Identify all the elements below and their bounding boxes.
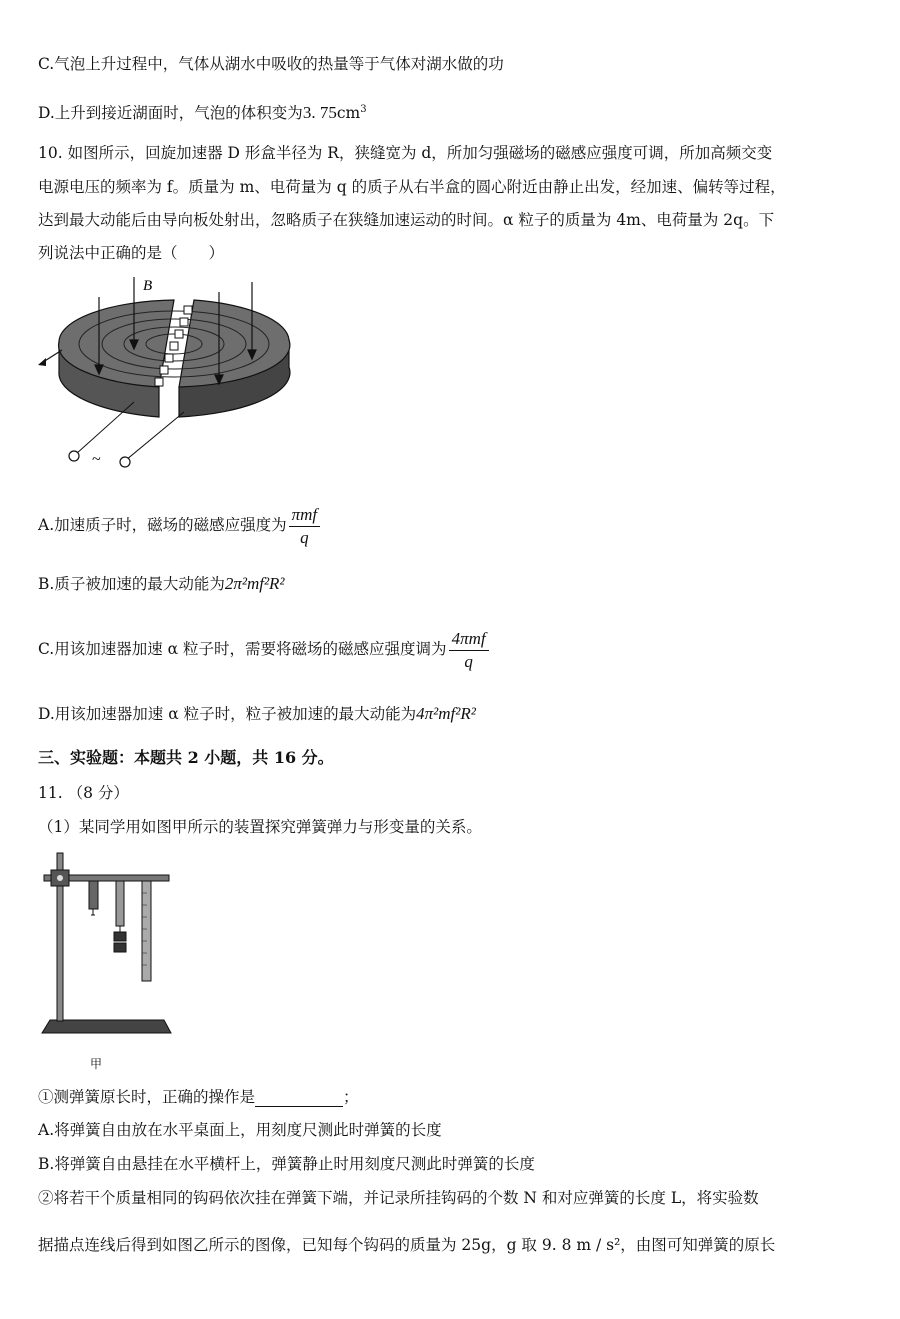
q10-option-a-numerator: πmf (289, 504, 321, 527)
q11-option-a: A.将弹簧自由放在水平桌面上，用刻度尺测此时弹簧的长度 (38, 1121, 442, 1139)
q10-option-a (38, 500, 320, 550)
q10-stem-line-1: 10. 如图所示，回旋加速器 D 形盒半径为 R，狭缝宽为 d，所加匀强磁场的磁感应强度可调，所加高频交变 (38, 144, 773, 162)
ac-source-symbol: ~ (92, 451, 101, 468)
q10-option-b-formula: 2π²mf²R² (224, 574, 285, 593)
q10-stem-line-2: 电源电压的频率为 f。质量为 m、电荷量为 q 的质子从右半盒的圆心附近由静止出发，经加速、偏转等过程， (38, 178, 786, 196)
q10-stem-line-3: 达到最大动能后由导向板处射出，忽略质子在狭缝加速运动的时间。α 粒子的质量为 4m、电荷量为 2q。下 (38, 211, 775, 229)
q9-option-d-value: 3. 75 (302, 103, 337, 123)
q11-part-1: （1）某同学用如图甲所示的装置探究弹簧弹力与形变量的关系。 (38, 818, 482, 836)
q9-option-d (38, 100, 367, 123)
spring-apparatus-figure (36, 848, 181, 1043)
cyclotron-figure (34, 272, 309, 472)
q11-option-b: B.将弹簧自由悬挂在水平横杆上，弹簧静止时用刻度尺测此时弹簧的长度 (38, 1155, 535, 1173)
q9-option-d-text: D.上升到接近湖面时，气泡的体积变为 (38, 104, 303, 123)
field-label-b: B (143, 278, 153, 294)
q10-option-d-formula: 4π²mf²R² (416, 704, 476, 723)
q10-option-b (38, 574, 285, 594)
q11-step-1-end: ； (343, 1088, 359, 1106)
q11-title: 11. （8 分） (38, 784, 129, 802)
q10-option-a-denominator: q (300, 527, 309, 547)
q10-option-d-text: D.用该加速器加速 α 粒子时，粒子被加速的最大动能为 (38, 705, 417, 723)
q11-step-1-text: ①测弹簧原长时，正确的操作是 (38, 1088, 256, 1106)
q9-option-d-unit: cm (336, 104, 361, 123)
q10-option-a-text: A.加速质子时，磁场的磁感应强度为 (38, 516, 287, 534)
q10-option-c-numerator: 4πmf (449, 628, 489, 651)
q11-step-1 (38, 1087, 359, 1107)
q10-option-d (38, 704, 476, 724)
q10-option-c-fraction (449, 628, 489, 673)
q9-option-c: C.气泡上升过程中，气体从湖水中吸收的热量等于气体对湖水做的功 (38, 55, 504, 73)
q10-option-c-denominator: q (464, 651, 473, 671)
q10-option-c-text: C.用该加速器加速 α 粒子时，需要将磁场的磁感应强度调为 (38, 640, 447, 658)
section-heading: 三、实验题：本题共 2 小题，共 16 分。 (38, 748, 334, 767)
q9-option-d-exponent: 3 (360, 104, 367, 115)
q11-step-2-line-2: 据描点连线后得到如图乙所示的图像，已知每个钩码的质量为 25g，g 取 9. 8 m / s²，由图可知弹簧的原长 (38, 1236, 776, 1254)
answer-blank[interactable] (255, 1090, 343, 1107)
figure-caption-jia: 甲 (90, 1057, 103, 1071)
q10-option-a-fraction (289, 504, 321, 549)
q10-option-b-text: B.质子被加速的最大动能为 (38, 575, 225, 593)
q10-option-c (38, 624, 489, 674)
q10-stem-line-4: 列说法中正确的是（ ） (38, 244, 225, 262)
q11-step-2-line-1: ②将若干个质量相同的钩码依次挂在弹簧下端，并记录所挂钩码的个数 N 和对应弹簧的长度 L，将实验数 (38, 1189, 759, 1207)
